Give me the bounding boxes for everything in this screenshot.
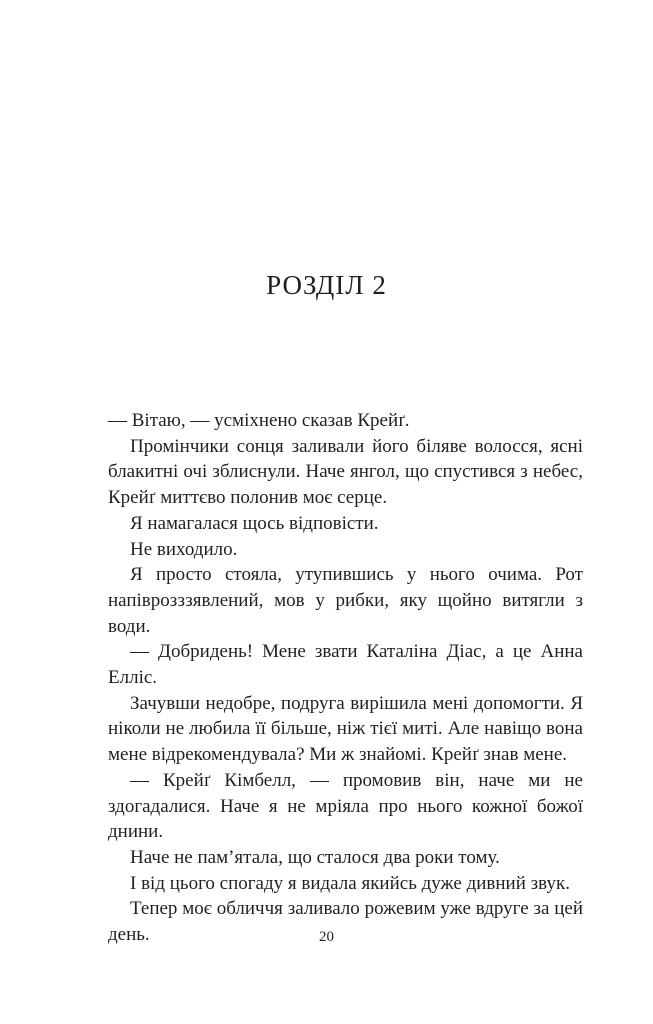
paragraph: Я намагалася щось відповісти. — [130, 512, 379, 534]
page-number: 20 — [319, 929, 334, 945]
paragraph: — Вітаю, — усміхнено сказав Крейґ. — [108, 410, 410, 431]
paragraph: Тепер моє обличчя заливало рожевим уже вдруге за цей день. — [108, 898, 583, 946]
chapter-body — [108, 408, 583, 948]
paragraph: Я просто стояла, утупившись у нього очима. Рот напіврозззявлений, мов у рибки, яку щойно витягли з води. — [108, 564, 583, 637]
paragraph: Не виходило. — [130, 538, 238, 560]
paragraph: Зачувши недобре, подруга вирішила мені допомогти. Я ніколи не любила її більше, ніж тієї миті. Але навіщо вона мене відрекомендувала? Ми ж знайомі. Крейґ знав мене. — [108, 692, 583, 766]
paragraph: — Крейґ Кімбелл, — промовив він, наче ми не здогадалися. Наче я не мріяла про нього кожної божої днини. — [108, 769, 583, 843]
paragraph: — Добридень! Мене звати Каталіна Діас, а це Анна Елліс. — [108, 641, 583, 689]
chapter-title: РОЗДІЛ 2 — [266, 270, 387, 300]
paragraph: Наче не пам’ятала, що сталося два роки тому. — [130, 846, 500, 868]
paragraph: І від цього спогаду я видала якийсь дуже дивний звук. — [130, 872, 570, 894]
paragraph: Промінчики сонця заливали його біляве волосся, ясні блакитні очі зблиснули. Наче янгол, що спустився з небес, Крейґ миттєво полонив моє серце. — [108, 435, 583, 509]
